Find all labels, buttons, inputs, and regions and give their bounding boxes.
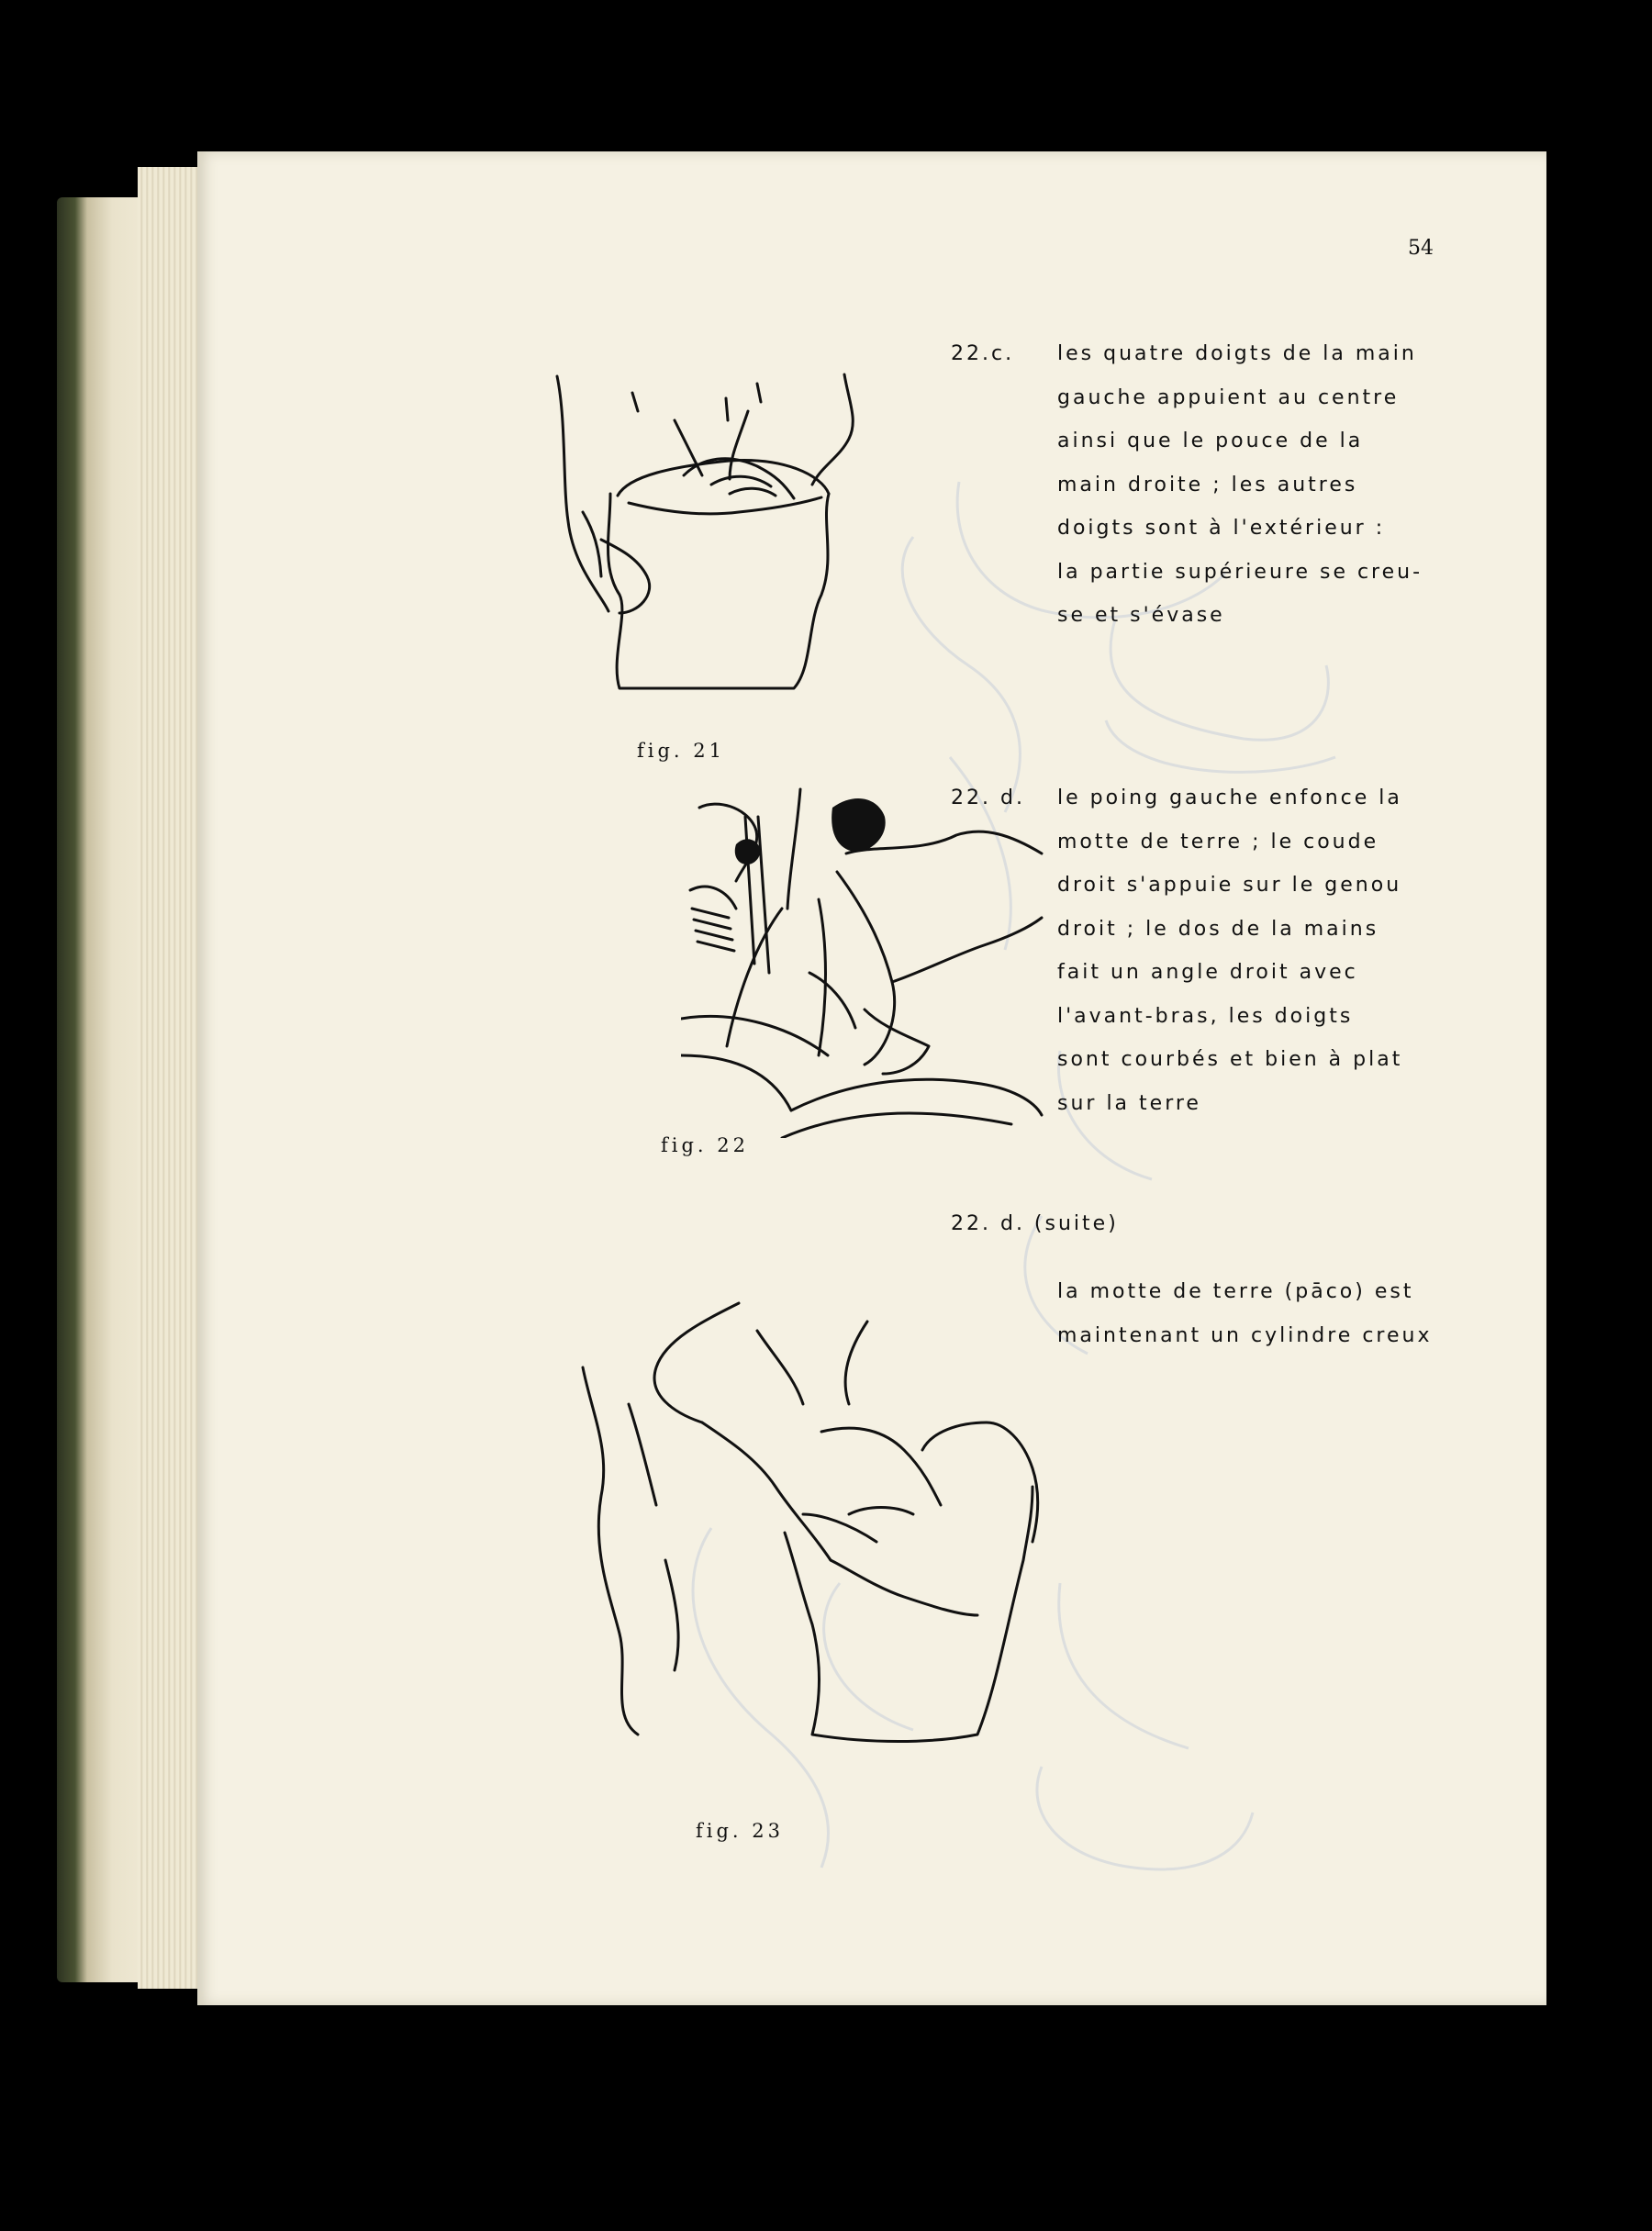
entry-line: main droite ; les autres [1057, 463, 1423, 508]
fig-21-caption: fig. 21 [637, 740, 725, 762]
fig-21-illustration [546, 365, 913, 705]
fig-22-caption: fig. 22 [661, 1134, 749, 1156]
entry-line: sont courbés et bien à plat [1057, 1038, 1402, 1082]
entry-number: 22. d. (suite) [951, 1202, 1119, 1246]
entry-line: ainsi que le pouce de la [1057, 419, 1423, 463]
fig-22-illustration [681, 780, 1044, 1138]
fig-23-caption: fig. 23 [696, 1820, 784, 1842]
entry-line: motte de terre ; le coude [1057, 820, 1402, 865]
entry-line: la partie supérieure se creu- [1057, 551, 1423, 595]
entry-line: gauche appuient au centre [1057, 376, 1423, 420]
entry-line: se et s'évase [1057, 594, 1423, 638]
entry-line: maintenant un cylindre creux [1057, 1314, 1433, 1358]
hands-hollow-cylinder-icon [574, 1285, 1051, 1762]
entry-line: l'avant-bras, les doigts [1057, 995, 1402, 1039]
entry-line: doigts sont à l'extérieur : [1057, 507, 1423, 551]
entry-line: le poing gauche enfonce la [1057, 776, 1402, 820]
entry-number: 22. d. [951, 776, 1025, 820]
hands-shaping-clay-icon [546, 365, 913, 705]
entry-line: droit ; le dos de la mains [1057, 908, 1402, 952]
entry-22c [951, 332, 1465, 644]
entry-number: 22.c. [951, 332, 1014, 376]
potter-fist-pressing-clay-icon [681, 780, 1044, 1138]
entry-line: fait un angle droit avec [1057, 951, 1402, 995]
page-number: 54 [1408, 237, 1434, 260]
entry-line: la motte de terre (pāco) est [1057, 1270, 1433, 1314]
entry-line: sur la terre [1057, 1082, 1402, 1126]
fig-23-illustration [574, 1285, 1051, 1762]
entry-line: les quatre doigts de la main [1057, 332, 1423, 376]
entry-line: droit s'appuie sur le genou [1057, 864, 1402, 908]
